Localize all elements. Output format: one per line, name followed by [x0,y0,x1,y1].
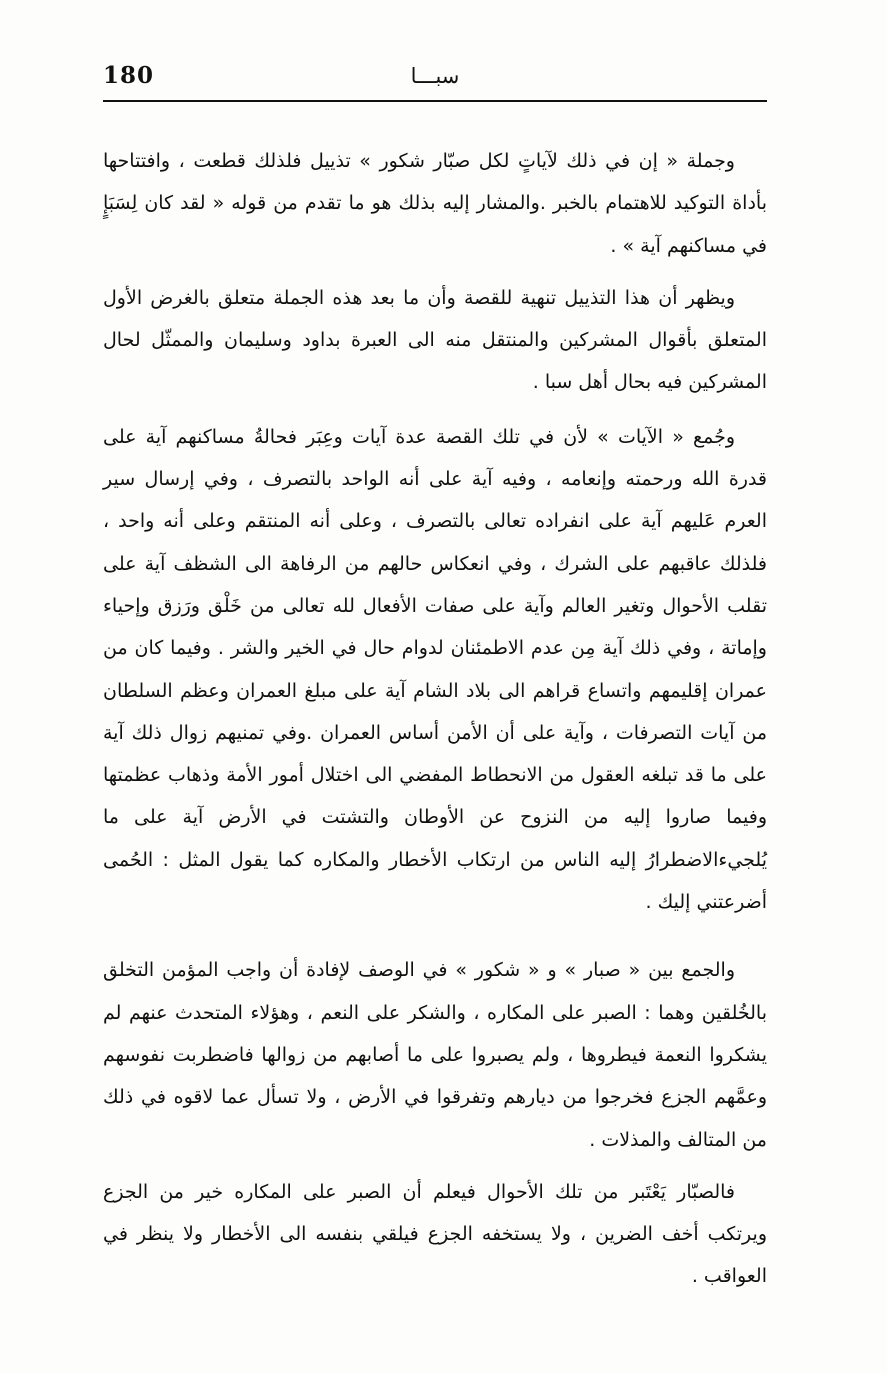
paragraph-1: وجملة « إن في ذلك لآياتٍ لكل صبّار شكور » تذييل فلذلك قطعت ، وافتتاحها بأداة التوكيد للاهتمام بالخبر .والمشار إليه بذلك هو ما تقدم من قوله « لقد كان لِسَبَإٍ في مساكنهم آية » . [103,150,767,257]
page-header [103,62,767,98]
paragraph-5: فالصبّار يَعْتَبر من تلك الأحوال فيعلم أن الصبر على المكاره خير من الجزع ويرتكب أخف الضرين ، ولا يستخفه الجزع فيلقي بنفسه الى الأخطار ولا ينظر في العواقب . [103,1180,767,1288]
paragraph-4: والجمع بين « صبار » و « شكور » في الوصف لإفادة أن واجب المؤمن التخلق بالخُلقين وهما : الصبر على المكاره ، والشكر على النعم ، وهؤلاء المتحدث عنهم لم يشكروا النعمة فيطروها ، ولم يصبروا على ما أصابهم من زوالها فاضطربت نفوسهم وعمَّهم الجزع فخرجوا من ديارهم وتفرقوا في الأرض ، ولا تسأل عما لاقوه في ذلك من المتالف والمذلات . [103,959,767,1151]
running-title: سبـــا [410,64,460,88]
page-number: 180 [103,62,155,89]
paragraph-2: ويظهر أن هذا التذييل تنهية للقصة وأن ما بعد هذه الجملة متعلق بالغرض الأول المتعلق بأقوال المشركين والمنتقل منه الى العبرة بداود وسليمان والممثّل لحال المشركين فيه بحال أهل سبا . [103,286,767,394]
paragraph-3: وجُمع « الآيات » لأن في تلك القصة عدة آيات وعِبَر فحالةُ مساكنهم آية على قدرة الله ورحمته وإنعامه ، وفيه آية على أنه الواحد بالتصرف ، وفي إرسال سير العرم عَليهم آية على انفراده تعالى بالتصرف ، وعلى أنه المنتقم وعلى أنه واحد ، فلذلك عاقبهم على الشرك ، وفي انعكاس حالهم من الرفاهة الى الشظف آية على تقلب الأحوال وتغير العالم وآية على صفات الأفعال لله تعالى من خَلْق ورَزق وإحياء وإماتة ، وفي ذلك آية مِن عدم الاطمئنان لدوام حال في الخير والشر . وفيما كان من عمران إقليمهم واتساع قراهم الى بلاد الشام آية على مبلغ العمران وعظم السلطان من آيات التصرفات ، وآية على أن الأمن أساس العمران .وفي تمنيهم زوال ذلك آية على ما قد تبلغه العقول من الانحطاط المفضي الى اختلال أمور الأمة وذهاب عظمتها وفيما صاروا إليه من النزوح عن الأوطان والتشتت في الأرض آية على ما يُلجيءالاضطرارُ إليه الناس من ارتكاب الأخطار والمكاره كما يقول المثل : الحُمى أضرعتني إليك . [103,425,767,914]
body-text [103,140,767,1298]
header-rule [103,100,767,102]
